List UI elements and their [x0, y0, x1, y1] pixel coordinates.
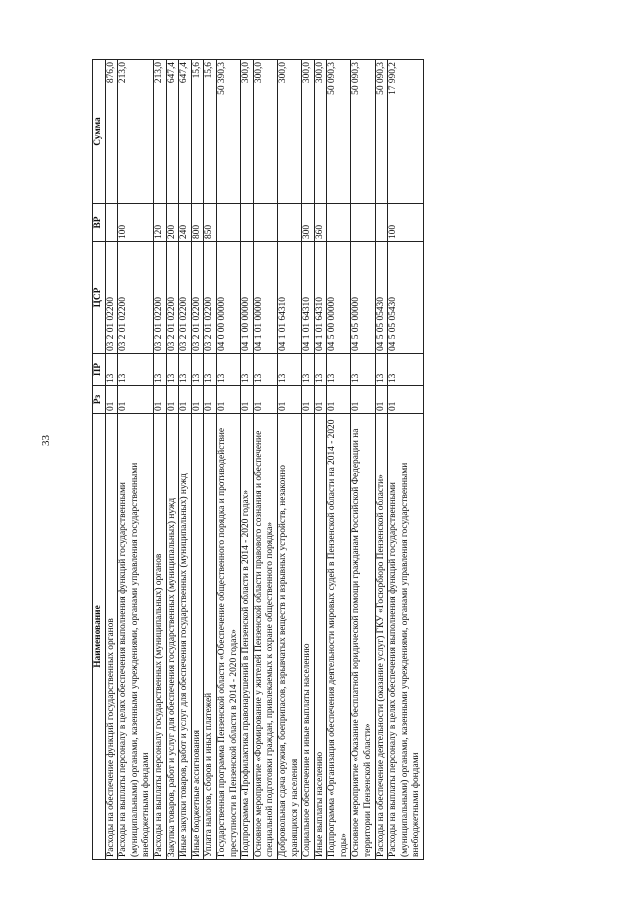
row-sum: 213,0 — [118, 60, 154, 204]
row-vr: 360 — [314, 204, 327, 242]
table-row — [204, 60, 217, 860]
header-name: Наименование — [93, 414, 106, 860]
row-pr: 13 — [118, 354, 154, 386]
table-row — [241, 60, 254, 860]
row-pr: 13 — [166, 354, 179, 386]
row-sum: 17 990,2 — [388, 60, 424, 204]
row-name: Добровольная сдача оружия, боеприпасов, взрывчатых веществ и взрывных устройств, незаконно хранящихся у населения — [277, 414, 301, 860]
row-name: Расходы на выплаты персоналу государственных (муниципальных) органов — [153, 414, 166, 860]
row-vr — [253, 204, 277, 242]
row-vr — [375, 204, 388, 242]
row-vr: 200 — [166, 204, 179, 242]
row-pr: 13 — [241, 354, 254, 386]
row-rz: 01 — [253, 386, 277, 414]
row-sum: 647,4 — [179, 60, 192, 204]
row-rz: 01 — [216, 386, 240, 414]
table-row — [179, 60, 192, 860]
row-rz: 01 — [153, 386, 166, 414]
row-rz: 01 — [105, 386, 118, 414]
row-pr: 13 — [191, 354, 204, 386]
row-name: Иные выплаты населению — [314, 414, 327, 860]
table-row — [351, 60, 375, 860]
row-name: Иные бюджетные ассигнования — [191, 414, 204, 860]
row-name: Расходы на обеспечение функций государственных органов — [105, 414, 118, 860]
header-rz: Рз — [93, 386, 106, 414]
row-rz: 01 — [204, 386, 217, 414]
row-pr: 13 — [105, 354, 118, 386]
row-vr: 120 — [153, 204, 166, 242]
row-csr: 04 1 01 64310 — [302, 242, 315, 354]
row-vr — [277, 204, 301, 242]
row-csr: 03 2 01 02200 — [179, 242, 192, 354]
table-row — [105, 60, 118, 860]
row-csr: 04 5 05 00000 — [351, 242, 375, 354]
table-row — [191, 60, 204, 860]
row-pr: 13 — [179, 354, 192, 386]
page-number: 33 — [40, 435, 52, 446]
row-pr: 13 — [204, 354, 217, 386]
row-pr: 13 — [351, 354, 375, 386]
header-csr: ЦСР — [93, 242, 106, 354]
table-row — [327, 60, 351, 860]
row-pr: 13 — [375, 354, 388, 386]
row-sum: 50 390,3 — [216, 60, 240, 204]
row-vr: 100 — [388, 204, 424, 242]
row-sum: 300,0 — [253, 60, 277, 204]
row-csr: 03 2 01 02200 — [204, 242, 217, 354]
table-row — [216, 60, 240, 860]
row-sum: 647,4 — [166, 60, 179, 204]
row-name: Уплата налогов, сборов и иных платежей — [204, 414, 217, 860]
table-header-row — [93, 60, 106, 860]
row-vr: 240 — [179, 204, 192, 242]
table-row — [253, 60, 277, 860]
row-csr: 04 0 00 00000 — [216, 242, 240, 354]
row-name: Государственная программа Пензенской области «Обеспечение общественного порядка и противодействие преступности в Пензенской области в 2014 - 2020 годах» — [216, 414, 240, 860]
row-sum: 50 090,3 — [375, 60, 388, 204]
row-sum: 50 090,3 — [351, 60, 375, 204]
row-name: Расходы на выплаты персоналу в целях обеспечения выполнения функций государственными (муниципальными) органами, казенными учреждениями, органами управления государственными внебюджетными фондами — [118, 414, 154, 860]
row-sum: 876,0 — [105, 60, 118, 204]
row-sum: 50 090,3 — [327, 60, 351, 204]
row-pr: 13 — [216, 354, 240, 386]
header-vr: ВР — [93, 204, 106, 242]
row-csr: 03 2 01 02200 — [191, 242, 204, 354]
row-csr: 04 5 05 05430 — [375, 242, 388, 354]
row-csr: 04 1 01 64310 — [314, 242, 327, 354]
row-rz: 01 — [166, 386, 179, 414]
row-sum: 300,0 — [241, 60, 254, 204]
row-vr: 300 — [302, 204, 315, 242]
row-csr: 03 2 01 02200 — [153, 242, 166, 354]
table-row — [314, 60, 327, 860]
row-rz: 01 — [277, 386, 301, 414]
row-pr: 13 — [388, 354, 424, 386]
row-rz: 01 — [314, 386, 327, 414]
row-pr: 13 — [253, 354, 277, 386]
row-name: Подпрограмма «Организация обеспечения деятельности мировых судей в Пензенской области на 2014 - 2020 годы» — [327, 414, 351, 860]
table-row — [153, 60, 166, 860]
row-name: Иные закупки товаров, работ и услуг для обеспечения государственных (муниципальных) нужд — [179, 414, 192, 860]
row-rz: 01 — [327, 386, 351, 414]
row-rz: 01 — [388, 386, 424, 414]
table-row — [302, 60, 315, 860]
row-pr: 13 — [314, 354, 327, 386]
row-csr: 03 2 01 02200 — [118, 242, 154, 354]
row-sum: 300,0 — [302, 60, 315, 204]
header-pr: ПР — [93, 354, 106, 386]
row-vr: 800 — [191, 204, 204, 242]
row-vr — [241, 204, 254, 242]
table-row — [118, 60, 154, 860]
table-row — [166, 60, 179, 860]
row-vr: 100 — [118, 204, 154, 242]
row-csr: 04 5 05 05430 — [388, 242, 424, 354]
row-pr: 13 — [327, 354, 351, 386]
row-sum: 300,0 — [314, 60, 327, 204]
row-rz: 01 — [179, 386, 192, 414]
table-row — [388, 60, 424, 860]
row-vr — [105, 204, 118, 242]
row-name: Расходы на обеспечение деятельности (оказание услуг) ГКУ «Госюрбюро Пензенской области» — [375, 414, 388, 860]
row-csr: 03 2 01 02200 — [166, 242, 179, 354]
row-csr: 04 5 00 00000 — [327, 242, 351, 354]
row-rz: 01 — [118, 386, 154, 414]
row-rz: 01 — [375, 386, 388, 414]
row-csr: 04 1 00 00000 — [241, 242, 254, 354]
row-rz: 01 — [191, 386, 204, 414]
row-sum: 213,0 — [153, 60, 166, 204]
row-vr — [327, 204, 351, 242]
row-name: Расходы на выплаты персоналу в целях обеспечения выполнения функций государственными (муниципальными) органами, казенными учреждениями, органами управления государственными внебюджетными фондами — [388, 414, 424, 860]
row-name: Социальное обеспечение и иные выплаты населению — [302, 414, 315, 860]
row-vr — [351, 204, 375, 242]
row-vr: 850 — [204, 204, 217, 242]
row-sum: 15,6 — [204, 60, 217, 204]
header-sum: Сумма — [93, 60, 106, 204]
row-vr — [216, 204, 240, 242]
row-rz: 01 — [241, 386, 254, 414]
row-name: Подпрограмма «Профилактика правонарушений в Пензенской области в 2014 - 2020 годах» — [241, 414, 254, 860]
rotated-page-content — [92, 60, 600, 860]
row-name: Закупка товаров, работ и услуг для обеспечения государственных (муниципальных) нужд — [166, 414, 179, 860]
row-pr: 13 — [277, 354, 301, 386]
row-pr: 13 — [153, 354, 166, 386]
row-sum: 300,0 — [277, 60, 301, 204]
row-rz: 01 — [351, 386, 375, 414]
row-csr: 03 2 01 02200 — [105, 242, 118, 354]
row-csr: 04 1 01 64310 — [277, 242, 301, 354]
table-row — [277, 60, 301, 860]
row-sum: 15,6 — [191, 60, 204, 204]
row-name: Основное мероприятие «Формирование у жителей Пензенской области правового сознания и обеспечение специальной подготовки граждан, привлекаемых к охране общественного порядка» — [253, 414, 277, 860]
budget-table — [92, 59, 424, 860]
row-csr: 04 1 01 00000 — [253, 242, 277, 354]
row-pr: 13 — [302, 354, 315, 386]
row-rz: 01 — [302, 386, 315, 414]
table-row — [375, 60, 388, 860]
row-name: Основное мероприятие «Оказание бесплатной юридической помощи гражданам Российской Федерации на территории Пензенской области» — [351, 414, 375, 860]
